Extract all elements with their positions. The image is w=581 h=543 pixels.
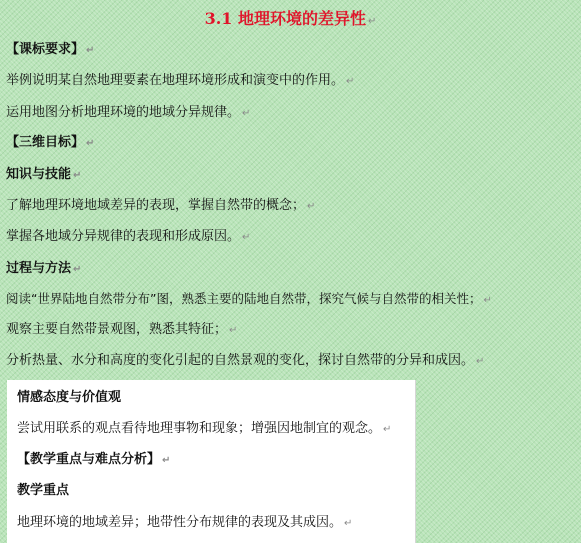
- knowledge-heading: 知识与技能 ↵: [6, 167, 82, 182]
- title-text: 3.1 地理环境的差异性: [204, 9, 367, 28]
- kebiao-heading: 【课标要求】 ↵: [6, 42, 95, 57]
- kebiao-line-1: 举例说明某自然地理要素在地理环境形成和演变中的作用。 ↵: [6, 73, 355, 88]
- paragraph-mark-icon: ↵: [476, 356, 485, 367]
- paragraph-mark-icon: ↵: [344, 518, 353, 529]
- process-line-3: 分析热量、水分和高度的变化引起的自然景观的变化，探讨自然带的分异和成因。 ↵: [6, 353, 485, 368]
- attitude-line: 尝试用联系的观点看待地理事物和现象；增强因地制宜的观念。 ↵: [17, 421, 392, 436]
- paragraph-mark-icon: ↵: [162, 455, 171, 466]
- process-line-2: 观察主要自然带景观图，熟悉其特征； ↵: [6, 322, 238, 337]
- paragraph-mark-icon: ↵: [368, 16, 377, 27]
- process-line-1: 阅读“世界陆地自然带分布”图，熟悉主要的陆地自然带，探究气候与自然带的相关性； ↵: [6, 291, 492, 306]
- knowledge-line-1: 了解地理环境地域差异的表现，掌握自然带的概念； ↵: [6, 198, 316, 213]
- paragraph-mark-icon: ↵: [307, 201, 316, 212]
- focus-heading: 教学重点: [17, 483, 70, 498]
- knowledge-line-2: 掌握各地域分异规律的表现和形成原因。 ↵: [6, 229, 251, 244]
- paragraph-mark-icon: ↵: [383, 424, 392, 435]
- kebiao-line-2: 运用地图分析地理环境的地域分异规律。 ↵: [6, 105, 251, 120]
- paragraph-mark-icon: ↵: [86, 45, 95, 56]
- key-difficult-heading: 【教学重点与难点分析】 ↵: [17, 452, 171, 467]
- paragraph-mark-icon: ↵: [483, 295, 492, 306]
- paragraph-mark-icon: ↵: [242, 108, 251, 119]
- paragraph-mark-icon: ↵: [242, 232, 251, 243]
- process-heading: 过程与方法 ↵: [6, 261, 82, 276]
- attitude-heading: 情感态度与价值观: [17, 390, 122, 405]
- paragraph-mark-icon: ↵: [229, 325, 238, 336]
- paragraph-mark-icon: ↵: [73, 264, 82, 275]
- focus-line: 地理环境的地域差异；地带性分布规律的表现及其成因。 ↵: [17, 515, 353, 530]
- paragraph-mark-icon: ↵: [73, 170, 82, 181]
- document-title: [0, 6, 581, 29]
- paragraph-mark-icon: ↵: [346, 76, 355, 87]
- white-page-panel: [7, 380, 415, 543]
- sanwei-heading: 【三维目标】 ↵: [6, 135, 95, 150]
- paragraph-mark-icon: ↵: [86, 138, 95, 149]
